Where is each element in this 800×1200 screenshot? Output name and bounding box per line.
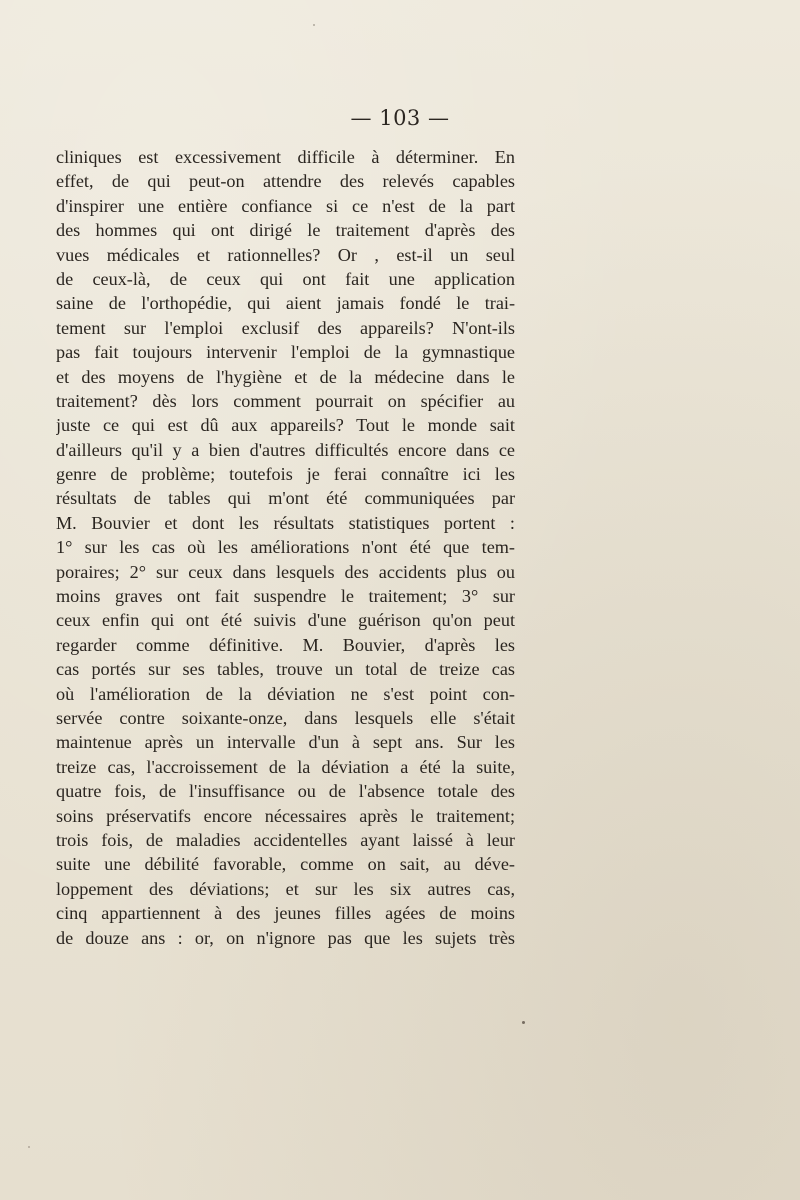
text-line: treize cas, l'accroissement de la déviation a été la suite, — [56, 756, 515, 777]
text-line: d'inspirer une entière confiance si ce n'est de la part — [56, 195, 515, 216]
body-text — [56, 145, 515, 950]
text-line: moins graves ont fait suspendre le traitement; 3° sur — [56, 586, 515, 607]
text-line: et des moyens de l'hygiène et de la médecine dans le — [56, 366, 515, 387]
text-line: vues médicales et rationnelles? Or , est-il un seul — [56, 244, 515, 265]
text-line: des hommes qui ont dirigé le traitement d'après des — [56, 220, 515, 241]
text-line: 1° sur les cas où les améliorations n'ont été que tem- — [56, 537, 515, 558]
text-line: résultats de tables qui m'ont été communiquées par — [56, 488, 515, 509]
text-line: où l'amélioration de la déviation ne s'est point con- — [56, 683, 515, 704]
paper-speck — [28, 1146, 30, 1148]
text-line: cliniques est excessivement difficile à déterminer. En — [56, 147, 515, 167]
text-line: suite une débilité favorable, comme on sait, au déve- — [56, 854, 515, 875]
text-line: tement sur l'emploi exclusif des appareils? N'ont-ils — [56, 317, 515, 338]
text-line: juste ce qui est dû aux appareils? Tout le monde sait — [56, 415, 515, 436]
text-line: M. Bouvier et dont les résultats statistiques portent : — [56, 512, 515, 533]
text-line: servée contre soixante-onze, dans lesquels elle s'était — [56, 707, 515, 728]
text-line: loppement des déviations; et sur les six autres cas, — [56, 878, 515, 899]
text-line: maintenue après un intervalle d'un à sept ans. Sur les — [56, 732, 515, 753]
page-number: — 103 — — [350, 106, 450, 130]
text-line: traitement? dès lors comment pourrait on spécifier au — [56, 390, 515, 411]
text-line: de ceux-là, de ceux qui ont fait une application — [56, 268, 515, 289]
text-line: pas fait toujours intervenir l'emploi de la gymnastique — [56, 342, 515, 363]
paper-speck — [313, 24, 315, 26]
text-line: regarder comme définitive. M. Bouvier, d'après les — [56, 634, 515, 655]
paper-speck — [522, 1021, 525, 1024]
text-line: soins préservatifs encore nécessaires après le traitement; — [56, 805, 515, 826]
text-line: d'ailleurs qu'il y a bien d'autres difficultés encore dans ce — [56, 439, 515, 460]
text-line: cinq appartiennent à des jeunes filles agées de moins — [56, 903, 515, 924]
text-line: cas portés sur ses tables, trouve un total de treize cas — [56, 659, 515, 680]
text-line: quatre fois, de l'insuffisance ou de l'absence totale des — [56, 781, 515, 802]
text-line: effet, de qui peut-on attendre des relevés capables — [56, 171, 515, 192]
text-line: genre de problème; toutefois je ferai connaître ici les — [56, 464, 515, 485]
text-line: de douze ans : or, on n'ignore pas que les sujets très — [56, 927, 515, 948]
text-line: poraires; 2° sur ceux dans lesquels des accidents plus ou — [56, 561, 515, 582]
text-line: saine de l'orthopédie, qui aient jamais fondé le trai- — [56, 293, 515, 314]
text-line: ceux enfin qui ont été suivis d'une guérison qu'on peut — [56, 610, 515, 631]
text-line: trois fois, de maladies accidentelles ayant laissé à leur — [56, 829, 515, 850]
